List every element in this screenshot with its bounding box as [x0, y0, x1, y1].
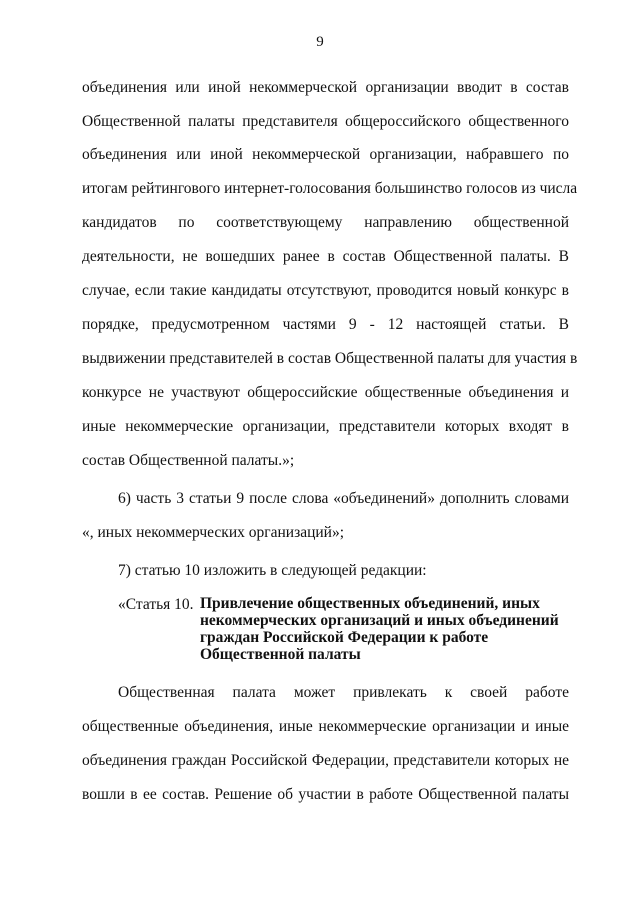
paragraph-line: объединения или иной некоммерческой организации, набравшего по: [82, 146, 569, 163]
paragraph-line: порядке, предусмотренном частями 9 - 12 настоящей статьи. В: [82, 316, 569, 333]
paragraph-line: деятельности, не вошедших ранее в состав Общественной палаты. В: [82, 248, 569, 265]
paragraph-line: вошли в ее состав. Решение об участии в работе Общественной палаты: [82, 786, 569, 803]
article-label: «Статья 10.: [118, 596, 194, 613]
paragraph-line: итогам рейтингового интернет-голосования большинство голосов из числа: [82, 180, 578, 197]
paragraph-line: выдвижении представителей в состав Общественной палаты для участия в: [82, 350, 578, 367]
article-title-line: Общественной палаты: [200, 646, 361, 663]
article-title-line: граждан Российской Федерации к работе: [200, 629, 489, 646]
paragraph-line: конкурсе не участвуют общероссийские общественные объединения и: [82, 384, 569, 401]
item-7-line: 7) статью 10 изложить в следующей редакции:: [118, 562, 427, 579]
paragraph-line: объединения или иной некоммерческой организации вводит в состав: [82, 79, 569, 96]
paragraph-line: кандидатов по соответствующему направлению общественной: [82, 214, 569, 231]
paragraph-line: иные некоммерческие организации, представители которых входят в: [82, 418, 569, 435]
paragraph-line: Общественной палаты представителя общероссийского общественного: [82, 113, 569, 130]
page-number: 9: [316, 34, 324, 50]
paragraph-line: общественные объединения, иные некоммерческие организации и иные: [82, 718, 569, 735]
paragraph-line: Общественная палата может привлекать к своей работе: [118, 684, 569, 701]
paragraph-line: случае, если такие кандидаты отсутствуют, проводится новый конкурс в: [82, 282, 569, 299]
item-6-line: «, иных некоммерческих организаций»;: [82, 524, 345, 541]
item-6-line: 6) часть 3 статьи 9 после слова «объединений» дополнить словами: [118, 490, 569, 507]
article-title-line: некоммерческих организаций и иных объединений: [200, 612, 559, 629]
paragraph-line: состав Общественной палаты.»;: [82, 452, 295, 469]
article-title: [200, 595, 560, 663]
paragraph-line: объединения граждан Российской Федерации, представители которых не: [82, 752, 569, 769]
article-title-line: Привлечение общественных объединений, иных: [200, 595, 540, 612]
